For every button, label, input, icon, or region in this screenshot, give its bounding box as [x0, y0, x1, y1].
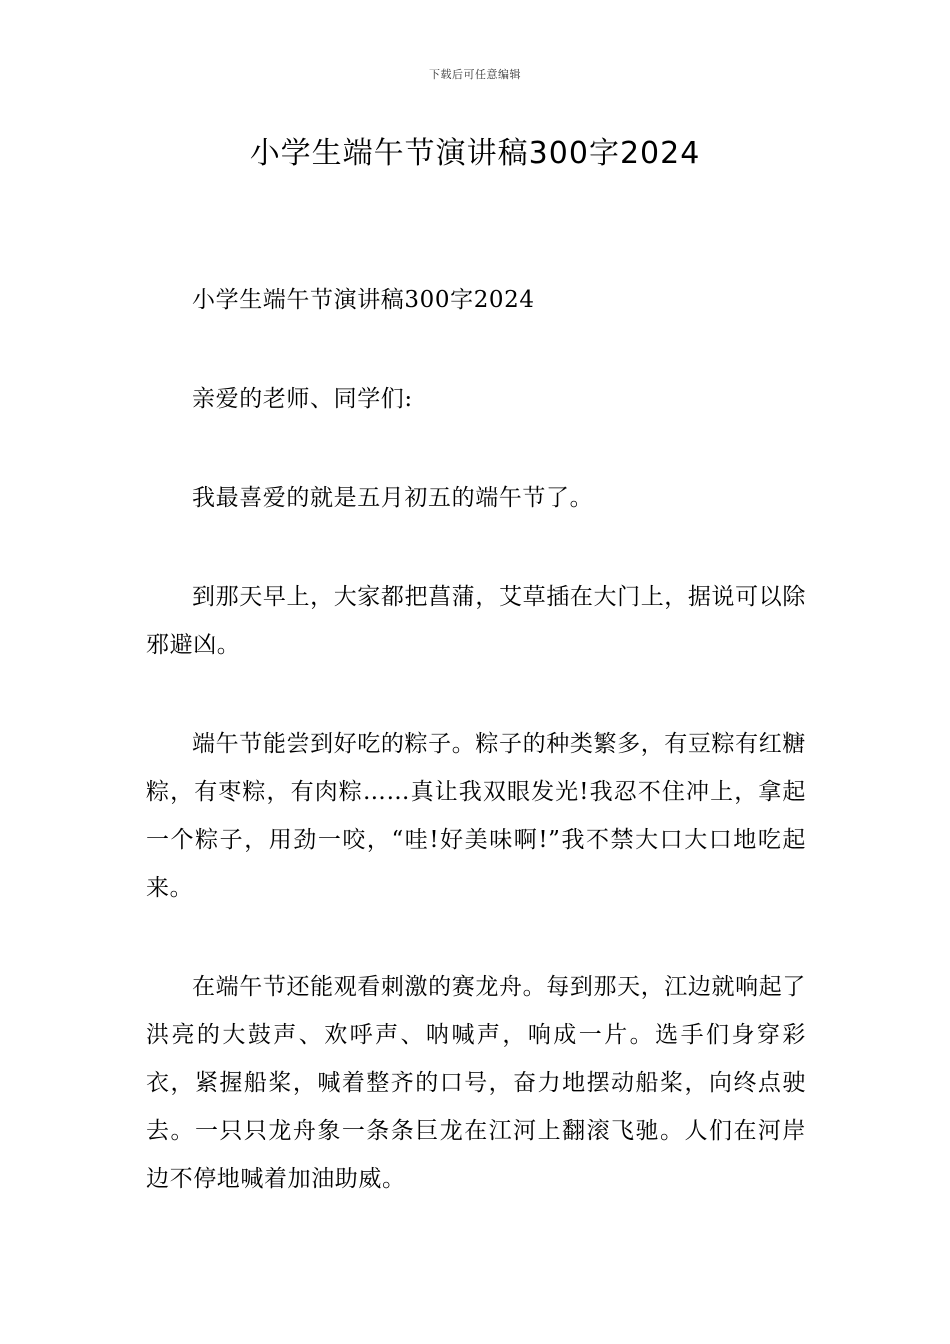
document-body: [146, 276, 806, 1254]
document-title: 小学生端午节演讲稿300字2024: [249, 136, 701, 171]
paragraph-intro: 我最喜爱的就是五月初五的端午节了。: [192, 485, 594, 511]
paragraph-zongzi: 端午节能尝到好吃的粽子。粽子的种类繁多，有豆粽有红糖粽，有枣粽，有肉粽……真让我双眼发光!我忍不住冲上，拿起一个粽子，用劲一咬，“哇!好美味啊!”我不禁大口大口地吃起来。: [146, 731, 806, 901]
paragraph-greeting: 亲爱的老师、同学们:: [192, 386, 413, 412]
paragraph-dragon-boat: 在端午节还能观看刺激的赛龙舟。每到那天，江边就响起了洪亮的大鼓声、欢呼声、呐喊声，响成一片。选手们身穿彩衣，紧握船桨，喊着整齐的口号，奋力地摆动船桨，向终点驶去。一只只龙舟象一条条巨龙在江河上翻滚飞驰。人们在河岸边不停地喊着加油助威。: [146, 974, 806, 1192]
header-note: 下载后可任意编辑: [429, 68, 521, 81]
paragraph-subtitle: 小学生端午节演讲稿300字2024: [192, 287, 535, 313]
paragraph-morning-custom: 到那天早上，大家都把菖蒲，艾草插在大门上，据说可以除邪避凶。: [146, 584, 806, 658]
